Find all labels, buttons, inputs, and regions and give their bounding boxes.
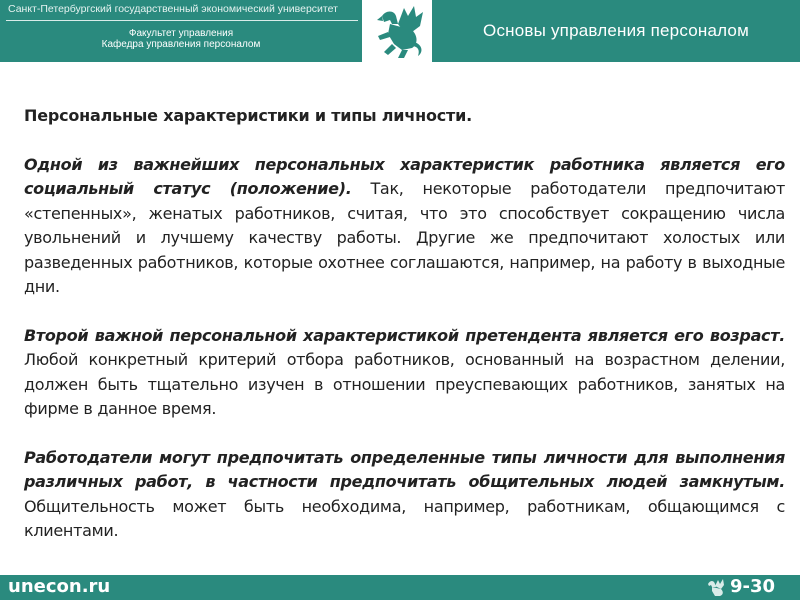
logo: [362, 0, 432, 62]
paragraph-bold-lead: Одной из важнейших персональных характеристик работника является его социальный статус (положение).: [24, 154, 785, 198]
paragraph-bold-lead: Работодатели могут предпочитать определенные типы личности для выполнения различных работ, в частности предпочитать общительных людей замкнутым.: [24, 447, 785, 491]
paragraph-age: [24, 324, 785, 422]
site-link[interactable]: unecon.ru: [8, 576, 111, 597]
griffin-logo-icon: [368, 2, 426, 60]
footer-bar: [0, 575, 800, 600]
paragraph-text: Любой конкретный критерий отбора работников, основанный на возрастном делении, должен быть тщательно изучен в отношении преуспевающих работников, занятых на фирме в данное время.: [24, 350, 785, 418]
department-name: Кафедра управления персоналом: [101, 39, 261, 50]
paragraph-bold-lead: Второй важной персональной характеристикой претендента является его возраст.: [24, 325, 785, 345]
paragraph-text: Так, некоторые работодатели предпочитают «степенных», женатых работников, считая, что это способствует сокращению числа увольнений и лучшему качеству работы. Другие же предпочитают холостых или разведенных работников, которые охотнее соглашаются, например, на работу в выходные дни.: [24, 179, 785, 296]
slide-heading: Персональные характеристики и типы личности.: [24, 106, 472, 125]
course-title: Основы управления персоналом: [483, 21, 749, 40]
griffin-small-icon: [704, 578, 726, 598]
page-number: 9-30: [730, 576, 776, 597]
header-bar: [0, 0, 800, 62]
paragraph-personality: [24, 446, 785, 544]
faculty-block: [0, 28, 362, 50]
slide-content: [24, 104, 785, 568]
paragraph-social-status: [24, 153, 785, 300]
faculty-name: Факультет управления: [128, 28, 234, 39]
paragraph-text: Общительность может быть необходима, например, работникам, общающимся с клиентами.: [24, 496, 785, 540]
university-name: Санкт-Петербургский государственный экономический университет: [8, 3, 338, 15]
header-divider: [6, 20, 358, 21]
